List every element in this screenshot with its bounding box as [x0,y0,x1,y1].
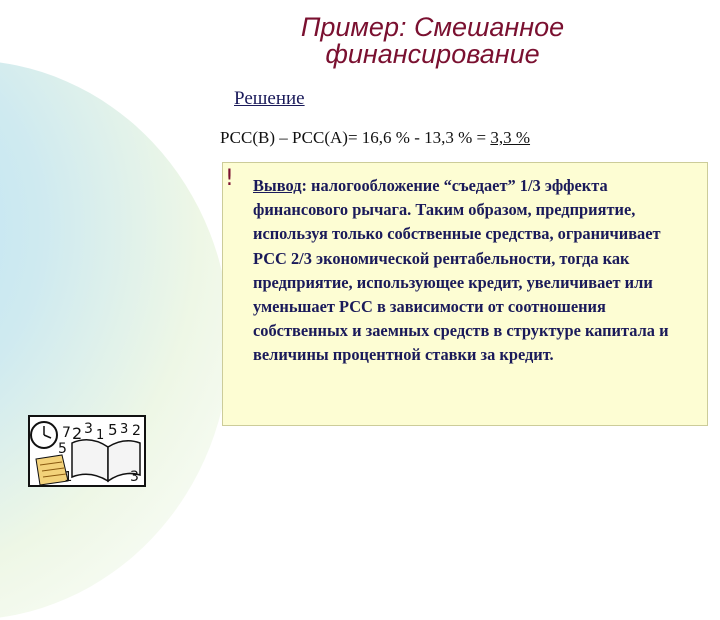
book-left-page [72,440,108,481]
conclusion-lead: Вывод [253,176,302,195]
solution-heading: Решение [234,88,305,109]
clipart-digit: 7 [62,425,71,441]
formula-expression: РСС(В) – РСС(А)= 16,6 % - 13,3 % = [220,128,491,147]
formula-result: 3,3 % [490,128,531,147]
clipart-digit: 5 [108,421,118,439]
background-arc [0,60,230,620]
conclusion-body: : налогообложение “съедает” 1/3 эффекта финансового рычага. Таким образом, предприятие, используя только собственные средства, ограничивает РСС 2/3 экономической рентабельности, тогда как предприятие, использующее кредит, увеличивает или уменьшает РСС в зависимости от соотношения собственных и заемных средств в структуре капитала и величины процентной ставки за кредит. [253,176,669,365]
clipart-digit: 1 [96,428,105,443]
title-line-2: финансирование [325,39,540,69]
clipart-digit: 2 [72,424,83,443]
clipart-digit: 3 [130,469,139,485]
slide-title [250,14,615,68]
title-line-1: Пример: Смешанное [300,12,565,42]
clipart-digit: 3 [120,422,129,437]
clipart-digit: 2 [132,423,141,439]
exclamation-icon: ! [225,166,234,191]
formula-line [220,128,530,148]
clock-book-icon [28,415,146,487]
clipart-digit: 3 [84,421,93,437]
clipart-digit: 5 [58,441,67,457]
conclusion-text [253,174,693,368]
clipart-digit: 1 [64,470,73,485]
